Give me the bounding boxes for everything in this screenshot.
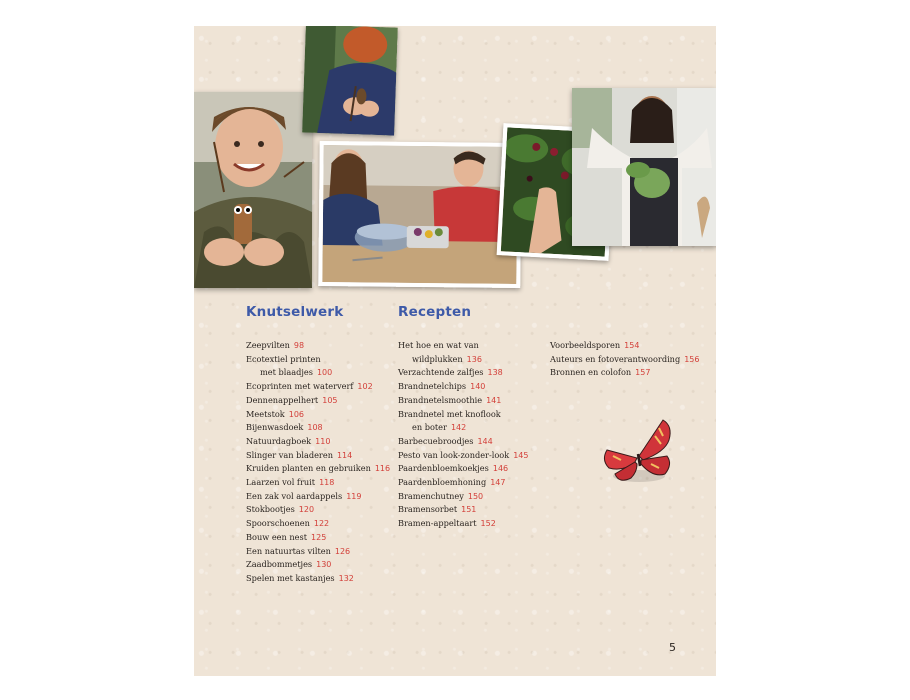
toc-page-number: 157 <box>635 368 651 378</box>
toc-page-number: 132 <box>338 573 354 583</box>
butterfly-illustration <box>601 416 675 490</box>
page-number: 5 <box>669 641 676 654</box>
toc-page-number: 146 <box>492 464 509 474</box>
toc-page-number: 147 <box>490 478 506 488</box>
toc-item[interactable]: Een zak vol aardappels 119 <box>246 490 362 501</box>
toc-page-number: 125 <box>311 532 327 542</box>
toc-item[interactable]: Spelen met kastanjes 132 <box>246 572 354 583</box>
toc-item[interactable]: Dennenappelhert 105 <box>246 394 338 405</box>
toc-page-number: 108 <box>307 423 323 433</box>
toc-page-number: 145 <box>513 450 529 460</box>
toc-page-number: 118 <box>319 478 335 488</box>
toc-item[interactable]: Bramen-appeltaart 152 <box>398 518 496 529</box>
toc-page-number: 140 <box>470 382 486 392</box>
toc-page-number: 122 <box>313 519 330 529</box>
toc-item[interactable]: Voorbeeldsporen 154 <box>550 340 640 350</box>
toc-page-number: 120 <box>298 505 315 515</box>
toc-page-number: 144 <box>477 436 493 446</box>
toc-item[interactable]: Ecoprinten met waterverf 102 <box>246 381 373 392</box>
toc-item[interactable]: Natuurdagboek 110 <box>246 435 331 446</box>
toc-item[interactable]: Paardenbloemhoning 147 <box>398 477 506 488</box>
toc-item[interactable]: Slinger van bladeren 114 <box>246 449 353 460</box>
toc-page-number: 154 <box>624 341 640 350</box>
toc-page-number: 98 <box>293 341 305 350</box>
toc-item[interactable]: Meetstok 106 <box>246 408 305 419</box>
toc-item[interactable]: Het hoe en wat van wildplukken 136 <box>398 340 482 364</box>
toc-page-number: 152 <box>480 519 496 529</box>
toc-item[interactable]: Bronnen en colofon 157 <box>550 367 651 378</box>
toc-page-number: 142 <box>450 423 467 433</box>
toc-item[interactable]: Brandnetelsmoothie 141 <box>398 394 502 405</box>
photo-girl-with-leaves <box>572 88 716 246</box>
toc-item[interactable]: Bouw een nest 125 <box>246 531 327 542</box>
toc-page-number: 151 <box>461 505 477 515</box>
toc-page-number: 116 <box>374 464 391 474</box>
toc-list-extra <box>550 339 699 380</box>
toc-page-number: 156 <box>684 354 700 364</box>
toc-item[interactable]: Verzachtende zalfjes 138 <box>398 367 503 378</box>
toc-item[interactable]: Zaadbommetjes 130 <box>246 559 332 570</box>
section-heading-craft: Knutselwerk <box>246 304 344 320</box>
toc-page-number: 141 <box>486 395 502 405</box>
toc-page-number: 110 <box>315 436 331 446</box>
toc-page-number: 105 <box>322 395 338 405</box>
toc-item[interactable]: Bijenwasdoek 108 <box>246 422 323 433</box>
toc-item[interactable]: Spoorschoenen 122 <box>246 518 330 529</box>
toc-list-craft <box>246 339 390 586</box>
toc-item[interactable]: Ecotextiel printen met blaadjes 100 <box>246 353 333 378</box>
toc-page-number: 119 <box>346 491 362 501</box>
toc-item[interactable]: Pesto van look-zonder-look 145 <box>398 449 529 460</box>
book-page <box>194 26 716 676</box>
toc-item[interactable]: Barbecuebroodjes 144 <box>398 435 493 446</box>
toc-page-number: 106 <box>288 409 305 419</box>
toc-item[interactable]: Auteurs en fotoverantwoording 156 <box>550 353 700 364</box>
toc-page-number: 126 <box>334 546 351 556</box>
toc-page-number: 102 <box>357 382 373 392</box>
toc-item[interactable]: Bramenchutney 150 <box>398 490 484 501</box>
photo-boy-with-twig-figure <box>194 92 312 288</box>
toc-page-number: 136 <box>466 354 482 364</box>
toc-list-recipes <box>398 339 528 531</box>
toc-item[interactable]: Brandnetelchips 140 <box>398 381 486 392</box>
section-heading-recipes: Recepten <box>398 304 472 320</box>
toc-item[interactable]: Brandnetel met knoflook en boter 142 <box>398 408 501 433</box>
toc-item[interactable]: Paardenbloemkoekjes 146 <box>398 463 509 474</box>
toc-item[interactable]: Stokbootjes 120 <box>246 504 315 515</box>
toc-page-number: 114 <box>336 450 353 460</box>
toc-item[interactable]: Bramensorbet 151 <box>398 504 477 515</box>
photo-boy-holding-pinecone <box>302 26 398 136</box>
toc-page-number: 100 <box>316 368 333 378</box>
toc-page-number: 130 <box>316 560 332 570</box>
toc-page-number: 138 <box>487 368 503 378</box>
toc-item[interactable]: Zeepvilten 98 <box>246 340 305 350</box>
toc-page-number: 150 <box>467 491 484 501</box>
toc-item[interactable]: Een natuurtas vilten 126 <box>246 545 351 556</box>
photo-children-mixing-bowl <box>318 141 522 288</box>
toc-item[interactable]: Laarzen vol fruit 118 <box>246 477 335 488</box>
toc-item[interactable]: Kruiden planten en gebruiken 116 <box>246 463 391 474</box>
